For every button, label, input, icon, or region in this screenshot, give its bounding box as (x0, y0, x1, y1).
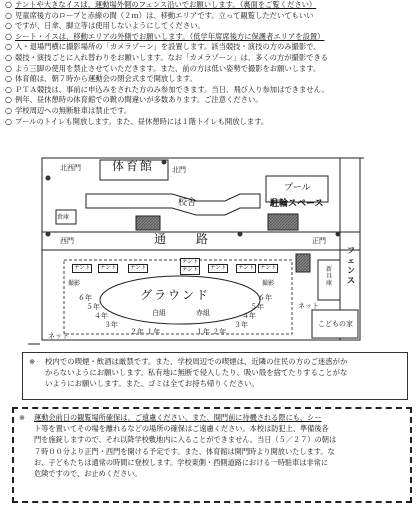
bullet-icon: ○ (5, 52, 12, 62)
school-building-label: 校舎 (178, 198, 197, 208)
tent: テント (260, 265, 277, 271)
road-label: 通 路 (154, 232, 211, 246)
gym-label: 体育館 (112, 159, 155, 173)
rule-text: 体育館は、朝７時から運動会の閉会式まで開放します。 (15, 74, 197, 84)
notice-line: からないようにお願いします。私有地に無断で侵入したり、吸い殻を捨てたりすることがな (45, 368, 348, 377)
rule-item (4, 0, 418, 11)
seat-right-5: ５年 (250, 303, 264, 311)
tent: テント (182, 259, 199, 265)
rule-item (4, 64, 418, 75)
rule-text: ですが、日傘、脚立等は使用しないようにしてください。 (15, 21, 205, 31)
rule-item (4, 85, 418, 96)
rule-text: 学校周辺への無断駐車は禁止です。 (15, 105, 132, 115)
bullet-icon: ○ (5, 105, 12, 115)
rule-text: 児童席後方のロープと赤線の間（２ｍ）は、移動エリアです。立って観覧しただいてもいい (15, 10, 314, 20)
pool-label: プール (284, 183, 311, 193)
seat-right-6: ６年 (258, 294, 272, 302)
filming-label-left: 撮影 (68, 280, 81, 287)
team-white-label: 白組 (152, 309, 166, 317)
tent: テント (130, 265, 147, 271)
seat-left-3: ３年 (104, 321, 118, 329)
seat-right-4: ４年 (242, 312, 256, 320)
notice-mark: ※ (19, 413, 26, 422)
ground-label: グラウンド (140, 288, 211, 302)
rule-item (4, 21, 418, 32)
notice-line: ７時００分より正門・西門を開ける予定です。また、体育館は開門時より開放いたします。な (34, 446, 335, 456)
smoking-notice (22, 352, 408, 400)
rule-item (4, 106, 418, 117)
parking-label: 駐輪スペース (270, 199, 324, 209)
notice-line: お、子どもたちは通常の時間に登校します。学校東側・西側道路における一時駐車は非常に (34, 457, 329, 467)
notice-line: 危険ですので、お止めください。 (34, 469, 142, 479)
notice-line: 門を施錠しますので、それ以降学校敷地内に入ることができません。当日（５／２７）の朝は (34, 435, 337, 445)
notice-mark: ※ (29, 357, 36, 366)
seat-left-6: ６年 (78, 294, 92, 302)
tent: テント (210, 265, 227, 271)
notice-line: ト等を置いてその場を離れるなどの場所の確保はご遠慮ください。本校は防犯上、準備後各 (34, 424, 329, 434)
rule-text: よう三脚の使用を禁止させていただきます。また、前の方は低い姿勢で撮影をお願いします。 (15, 63, 321, 73)
seat-left-5: ５年 (86, 303, 100, 311)
notice-line: いようにお願いします。また、ゴミは全てお持ち帰りください。 (45, 379, 259, 388)
rule-text: 例年、昼休憩時の体育館での靴の間違いが多数あります。ご注意ください。 (15, 95, 263, 105)
bullet-icon: ○ (5, 63, 12, 73)
net-label-right: ネット (298, 302, 319, 310)
rule-item (4, 11, 418, 22)
rules-list (4, 0, 418, 127)
net-label-left: ネット (48, 332, 69, 340)
kids-house-label: こどもの家 (318, 320, 353, 328)
rule-item (4, 42, 418, 53)
rule-item (4, 117, 418, 128)
rule-text: シート・イスは、移動エリアの外側でお願いします。（低学年席席後方に保護者エリアを設置） (15, 31, 325, 41)
storage-label: 倉庫 (57, 214, 70, 221)
bullet-icon: ○ (5, 95, 12, 105)
bullet-icon: ○ (5, 116, 12, 126)
bullet-icon: ○ (5, 74, 12, 84)
notice-line: 運動会前日の観覧場所確保は、ご遠慮ください。また、開門前に待機される際にも、シー (34, 413, 322, 422)
school-map (0, 154, 420, 346)
seat-bottom-left: ２年 １年 (130, 328, 161, 336)
north-west-gate-label: 北西門 (60, 164, 81, 172)
team-red-label: 赤組 (196, 309, 210, 317)
tent: テント (100, 265, 117, 271)
bullet-icon: ○ (5, 31, 12, 41)
tent: テント (238, 265, 255, 271)
bullet-icon: ○ (5, 10, 12, 20)
north-gate-label: 北門 (172, 166, 186, 174)
west-gate-label: 西門 (60, 237, 74, 245)
bullet-icon: ○ (5, 0, 12, 9)
rule-text: テントや大きなイスは、運動場外側のフェンス沿いでお願いします。（裏面をご覧ください） (15, 0, 317, 9)
seat-left-4: ４年 (94, 312, 108, 320)
tent: テント (74, 265, 91, 271)
map-drawing (0, 154, 420, 346)
viewing-spot-notice (12, 407, 412, 503)
rule-item (4, 53, 418, 64)
rule-item (4, 32, 418, 43)
storage-building-label: 新具庫 (325, 266, 332, 287)
fence-label: フェンス (347, 246, 355, 285)
seat-right-3: ３年 (234, 321, 248, 329)
seat-bottom-right: １年 ２年 (196, 328, 227, 336)
main-gate-label: 正門 (312, 237, 326, 245)
bullet-icon: ○ (5, 42, 12, 52)
filming-label-right: 撮影 (262, 280, 275, 287)
rule-item (4, 95, 418, 106)
rule-text: 競技・演技ごとに入れ替わりをお願いします。なお「カメラゾーン」は、多くの方が撮影できる (15, 52, 329, 62)
rule-text: ＰＴＡ競技は、事前に申込みをされた方のみ参加できます。当日、飛び入り参加はできません。 (15, 84, 329, 94)
tent: テント (182, 267, 199, 273)
rule-text: 入・退場門横に撮影場所の「カメラゾーン」を設置します。該当競技・演技の方のみ撮影で、 (15, 42, 321, 52)
notice-line: 校内での喫煙・飲酒は厳禁です。また、学校周辺での喫煙は、近隣の住民の方のご迷惑がか (45, 357, 348, 366)
bullet-icon: ○ (5, 84, 12, 94)
rule-item (4, 74, 418, 85)
rule-text: プールのトイレも開放します。また、昼休憩時には１階トイレも開放します。 (15, 116, 269, 126)
bullet-icon: ○ (5, 21, 12, 31)
